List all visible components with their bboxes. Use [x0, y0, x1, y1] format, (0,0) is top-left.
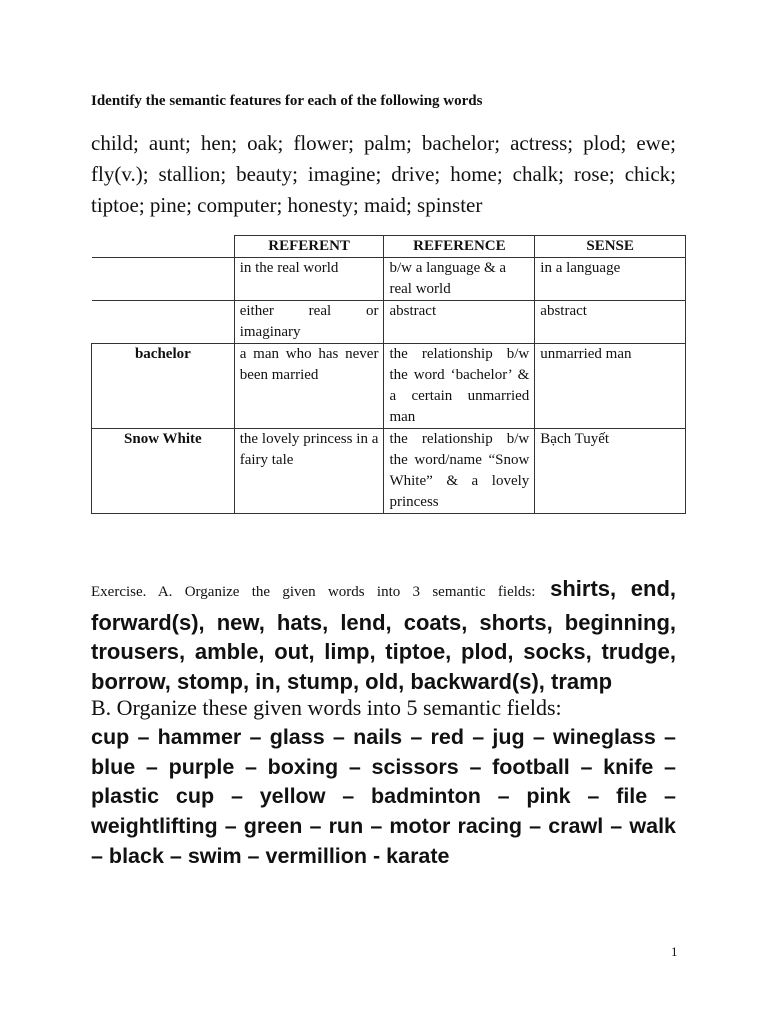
exercise-heading: Identify the semantic features for each of the following words — [91, 93, 483, 109]
table-cell — [92, 258, 235, 301]
semantic-table — [91, 235, 686, 514]
exercise-a-lead: Exercise. A. Organize the given words into 3 semantic fields: — [91, 584, 536, 600]
table-row — [92, 301, 686, 344]
word-list: child; aunt; hen; oak; flower; palm; bachelor; actress; plod; ewe; fly(v.); stallion; beauty; imagine; drive; home; chalk; rose; chick; tiptoe; pine; computer; honesty; maid; spinster — [91, 131, 676, 217]
table-cell: abstract — [535, 301, 686, 344]
table-cell — [92, 301, 235, 344]
exercise-a — [91, 574, 676, 696]
table-row — [92, 429, 686, 514]
table-cell: either real or imaginary — [234, 301, 384, 344]
exercise-b-words: cup – hammer – glass – nails – red – jug – wineglass – blue – purple – boxing – scissors – football – knife – plastic cup – yellow – badminton – pink – file – weightlifting – green – run – motor racing – crawl – walk – black – swim – vermillion - karate — [91, 725, 676, 868]
table-cell: a man who has never been married — [234, 344, 384, 429]
table-row — [92, 344, 686, 429]
table-cell: the relationship b/w the word ‘bachelor’ & a certain unmarried man — [384, 344, 535, 429]
table-header-cell: REFERENCE — [384, 236, 535, 258]
page-number: 1 — [671, 944, 678, 959]
table-header-row — [92, 236, 686, 258]
table-cell: in a language — [535, 258, 686, 301]
table-cell: the relationship b/w the word/name “Snow White” & a lovely princess — [384, 429, 535, 514]
table-cell: abstract — [384, 301, 535, 344]
table-header-cell: SENSE — [535, 236, 686, 258]
row-label-bachelor: bachelor — [92, 344, 235, 429]
exercise-b-title: B. Organize these given words into 5 semantic fields: — [91, 695, 562, 720]
table-header-cell: REFERENT — [234, 236, 384, 258]
row-label-snow-white: Snow White — [92, 429, 235, 514]
table-cell: in the real world — [234, 258, 384, 301]
table-cell: b/w a language & a real world — [384, 258, 535, 301]
table-cell: unmarried man — [535, 344, 686, 429]
table-cell: the lovely princess in a fairy tale — [234, 429, 384, 514]
exercise-a-words: shirts, end, forward(s), new, hats, lend, coats, shorts, beginning, trousers, amble, out, limp, tiptoe, plod, socks, trudge, borrow, stomp, in, stump, old, backward(s), tramp — [91, 576, 676, 694]
table-header-cell — [92, 236, 235, 258]
table-row — [92, 258, 686, 301]
table-cell: Bạch Tuyết — [535, 429, 686, 514]
